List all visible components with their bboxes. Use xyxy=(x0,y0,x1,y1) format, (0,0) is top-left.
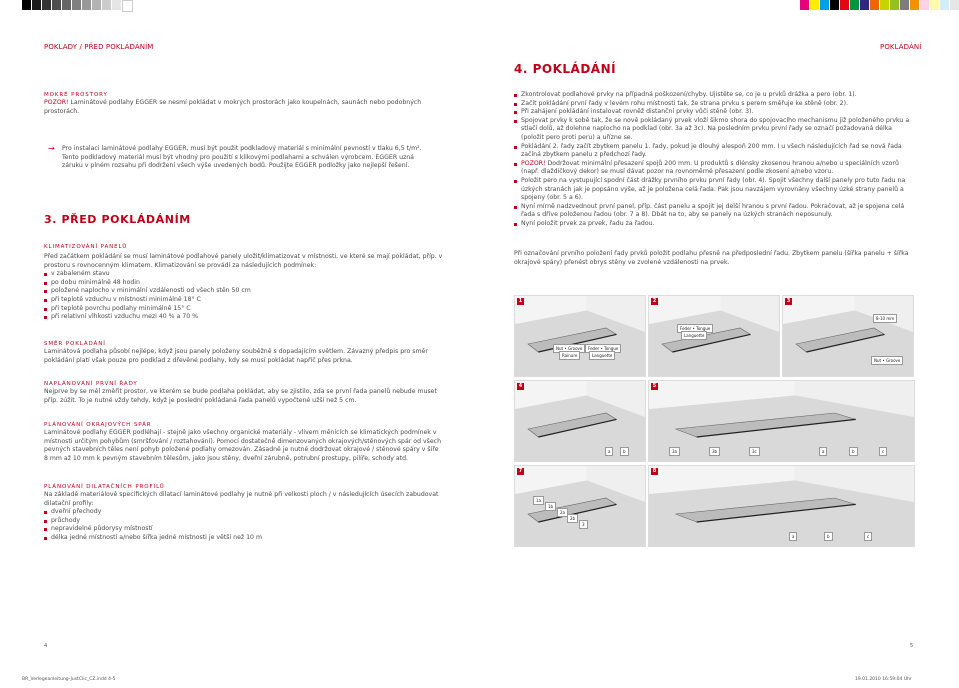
gray-swatch xyxy=(62,0,71,10)
edge-gaps-title: PLÁNOVÁNÍ OKRAJOVÝCH SPÁR xyxy=(44,422,152,428)
figure-number: 3 xyxy=(786,298,791,304)
gray-swatch xyxy=(52,0,61,10)
list-item: dveřní přechody xyxy=(44,508,444,517)
label-tongue: Feder • Tongue xyxy=(585,344,621,353)
climate-text: Před začátkem pokládání se musí laminátové podlahové panely uložit/klimatizovat v místnosti, ve které se mají pokládat, příp. v prostoru s rovnocenným klimatem. Klimatizování se provádí za následujících podmínek: xyxy=(44,253,443,269)
figure-illustration xyxy=(649,381,914,461)
list-item: v zabaleném stavu xyxy=(44,270,444,279)
label-tongue: Feder • Tongue xyxy=(677,324,713,333)
gray-swatch xyxy=(122,0,133,12)
first-row-block xyxy=(44,380,444,405)
gray-swatch xyxy=(102,0,111,10)
color-swatch xyxy=(810,0,819,10)
laying-steps xyxy=(514,91,914,229)
figure-illustration xyxy=(649,466,914,546)
step-text: Zkontrolovat podlahové prvky na případná poškození/chyby. Ujistěte se, co je u prvků drážka a pero (obr. 1). xyxy=(521,91,857,98)
running-header-left: POKLADY / PŘED POKLÁDÁNÍM xyxy=(44,43,154,51)
warning-label: POZOR! xyxy=(44,99,69,106)
arrow-right-icon: → xyxy=(48,144,55,153)
label-c: c xyxy=(879,447,887,456)
edge-gaps-text: Laminátové podlahy EGGER podléhají - stejně jako všechny organické materiály - vlivem měnících se klimatických podmínek v místnosti určitým pohybům (smršťování / roztahování). Pomocí dostatečně dimenzovaných okrajových/stěnových spár od všech pevných stavebních těles není pohyb položené podlahy omezován. Zásadně je nutné dodržovat okrajové / stěnové spáry v šíře 8 mm až 10 mm k pevným stavebním tělesům, jako jsou stěny, dveřní zárubně, potrubní prostupy, pilíře, schody atd. xyxy=(44,429,441,462)
climate-conditions-list xyxy=(44,270,444,322)
label-b: b xyxy=(849,447,858,456)
list-item: při teplotě povrchu podlahy minimálně 15° C xyxy=(44,305,444,314)
color-swatch xyxy=(820,0,829,10)
color-swatch xyxy=(900,0,909,10)
expansion-title: PLÁNOVÁNÍ DILATAČNÍCH PROFILŮ xyxy=(44,484,165,490)
label-groove: Nut • Groove xyxy=(553,344,585,353)
label-a: a xyxy=(819,447,827,456)
direction-text: Laminátová podlaha působí nejlépe, když jsou panely položeny souběžně s dopadajícím světlem. Závazný předpis pro směr pokládání platí však pouze pro podklad z dřevěné podlahy, kdy se musí pokládat napříč přes prkna. xyxy=(44,348,428,364)
gray-swatch xyxy=(82,0,91,10)
figure-number: 4 xyxy=(518,383,523,389)
step-item xyxy=(514,143,914,160)
step-text: Spojovat prvky k sobě tak, že se nově pokládaný prvek vloží šikmo shora do spojovacího mechanismu již položeného prvku a stlačí dolů, až dolehne naplocho na podklad (obr. 3a až 3c). Na posledním prvku první řady se označí požadovaná délka (položit pero proti peru) a uřízne se. xyxy=(521,116,910,141)
label-3a: 3a xyxy=(669,447,680,456)
step-text: Nyní mírně nadzvednout první panel, příp. část panelu a spojit jej delší hranou s první řadou. Pokračovat, až je spojena celá řada s dříve položenou řadou (obr. 7 a 8). Dbát na to, aby se panely na úzkých stranách neposunuly. xyxy=(521,202,905,219)
figure-number: 5 xyxy=(652,383,657,389)
section-title-laying: 4. POKLÁDÁNÍ xyxy=(514,62,617,76)
color-swatch xyxy=(850,0,859,10)
color-swatch xyxy=(910,0,919,10)
step-text: Položit pero na vystupující spodní část drážky prvního prvku první řady (obr. 4). Spojit všechny další panely pro tuto řadu na úzkých stranách jak je popsáno výše, až je položena celá řada. Pak jsou navzájem vyrovnány všechny úzké strany panelů a spojeny (obr. 5 a 6). xyxy=(521,176,906,202)
step-item xyxy=(514,220,914,229)
figure-illustration xyxy=(649,296,779,376)
label-gap: 8-10 mm xyxy=(873,314,897,323)
step-item xyxy=(514,117,914,143)
figure-illustration xyxy=(515,466,645,546)
step-item xyxy=(514,177,914,203)
footer-file: BR_Verlegeanleitung-JustClic_CZ.indd 4-5 xyxy=(22,677,116,682)
step-text: Nyní položit prvek za prvek, řadu za řadou. xyxy=(521,219,655,227)
figure-4 xyxy=(514,380,646,462)
label-a: a xyxy=(605,447,613,456)
figure-2 xyxy=(648,295,780,377)
step-item xyxy=(514,100,914,109)
wet-rooms-text xyxy=(44,99,439,116)
expansion-locations-list xyxy=(44,508,444,542)
tip-text: Při označování prvního položení řady prvků položit podlahu přesně na předposlední řadu. Zbytkem panelu (šířka panelu + šířka okrajové spáry) přenést obrys stěny ve zvolené vzdálenosti na prvek. xyxy=(514,250,909,266)
wet-rooms-block xyxy=(44,91,439,116)
underlay-note xyxy=(48,145,433,171)
step-item xyxy=(514,160,914,177)
label-b: b xyxy=(824,532,833,541)
color-swatch xyxy=(950,0,959,10)
step-item xyxy=(514,108,914,117)
label-languette: Languette xyxy=(681,331,707,340)
warning-label: POZOR! xyxy=(521,159,546,167)
label-c: c xyxy=(864,532,872,541)
gray-swatch xyxy=(112,0,121,10)
list-item: při relativní vlhkosti vzduchu mezi 40 % a 70 % xyxy=(44,313,444,322)
label-a: a xyxy=(789,532,797,541)
step-text: Dodržovat minimální přesazení spojů 200 mm. U produktů s dlénsky zkosenou hranou a/nebo u speciálních vzorů (např. dlaždičkový dekor) se musí dávat pozor na rovnoměrné přesazení podle zkosení a/nebo vzoru. xyxy=(521,159,899,176)
label-rainure: Rainure xyxy=(559,351,580,360)
label-1b: 1b xyxy=(545,502,556,511)
gray-swatch xyxy=(22,0,31,10)
print-color-bar xyxy=(0,0,959,10)
label-groove: Nut • Groove xyxy=(871,356,903,365)
figure-8 xyxy=(648,465,915,547)
step-item xyxy=(514,91,914,100)
gray-swatch xyxy=(32,0,41,10)
figure-7 xyxy=(514,465,646,547)
list-item: nepravidelné půdorysy místností xyxy=(44,525,444,534)
climate-title: KLIMATIZOVÁNÍ PANELŮ xyxy=(44,244,128,250)
edge-gaps-block xyxy=(44,421,444,463)
label-b: b xyxy=(620,447,629,456)
color-swatch xyxy=(840,0,849,10)
page-number-left: 4 xyxy=(44,643,48,649)
step-item xyxy=(514,203,914,220)
color-swatch xyxy=(800,0,809,10)
list-item: po dobu minimálně 48 hodin xyxy=(44,279,444,288)
color-swatch xyxy=(880,0,889,10)
color-swatch xyxy=(920,0,929,10)
color-swatch xyxy=(830,0,839,10)
list-item: položené naplocho v minimální vzdálenosti od všech stěn 50 cm xyxy=(44,287,444,296)
list-item: při teplotě vzduchu v místnosti minimálně 18° C xyxy=(44,296,444,305)
wet-rooms-title: MOKRÉ PROSTORY xyxy=(44,92,108,98)
list-item: délka jedné místnosti a/nebo šířka jedné místnosti je větší než 10 m xyxy=(44,534,444,543)
color-swatch xyxy=(860,0,869,10)
label-2a: 2a xyxy=(557,508,568,517)
running-header-right: POKLÁDÁNÍ xyxy=(880,43,922,51)
step-text: Pokládání 2. řady začít zbytkem panelu 1. řady, pokud je dlouhý alespoň 200 mm. I u všech následujících řad se nová řada začíná zbytkem panelu z předchozí řady. xyxy=(521,142,902,159)
underlay-note-line2: Tento podkladový materiál musí být vhodný pro použití s klikovými podlahami a schválen výrobcem. EGGER uzná záruku v plném rozsahu při dodržení všech výše uvedených bodů. Použijte EGGER podložky jako nejlepší řešení. xyxy=(62,153,414,170)
climate-block xyxy=(44,243,444,322)
figure-number: 7 xyxy=(518,468,523,474)
section-title-before-laying: 3. PŘED POKLÁDÁNÍM xyxy=(44,213,191,226)
color-swatch xyxy=(870,0,879,10)
first-row-text: Nejprve by se měl změřit prostor, ve kterém se bude podlaha pokládat, aby se zjistilo, zda se první řada panelů nebude muset příp. zúžit. To je nutné vždy tehdy, když je poslední pokládaná řada panelů vypočtené užší než 5 cm. xyxy=(44,388,437,404)
gray-swatch xyxy=(72,0,81,10)
figure-number: 1 xyxy=(518,298,523,304)
figure-number: 2 xyxy=(652,298,657,304)
footer-date: 19.01.2010 16:59:04 Uhr xyxy=(855,677,912,682)
label-3c: 3c xyxy=(749,447,760,456)
figure-number: 8 xyxy=(652,468,657,474)
color-swatch xyxy=(890,0,899,10)
step-text: Při zahájení pokládání instalovat rovněž distanční prvky vůči stěně (obr. 3). xyxy=(521,108,754,116)
gray-swatch xyxy=(42,0,51,10)
direction-block xyxy=(44,340,444,365)
step-text: Začít pokládání první řady v levém rohu místnosti tak, že strana prvku s perem směřuje ke stěně (obr. 2). xyxy=(521,99,848,107)
page-number-right: 5 xyxy=(910,643,914,649)
figure-5 xyxy=(648,380,915,462)
color-swatch xyxy=(930,0,939,10)
label-2b: 2b xyxy=(567,514,578,523)
label-3b: 3b xyxy=(709,447,720,456)
label-1a: 1a xyxy=(533,496,544,505)
expansion-block xyxy=(44,483,444,543)
list-item: průchody xyxy=(44,517,444,526)
first-row-title: NAPLÁNOVÁNÍ PRVNÍ ŘADY xyxy=(44,381,138,387)
figure-3 xyxy=(782,295,914,377)
direction-title: SMĚR POKLÁDÁNÍ xyxy=(44,341,106,347)
figure-1 xyxy=(514,295,646,377)
wet-rooms-body: Laminátové podlahy EGGER se nesmí pokládat v mokrých prostorách jako koupelnách, saunách nebo podobných prostorách. xyxy=(44,99,422,115)
label-3: 3 xyxy=(579,520,588,529)
color-swatch xyxy=(940,0,949,10)
gray-swatch xyxy=(92,0,101,10)
figure-illustration xyxy=(515,296,645,376)
label-languette: Languette xyxy=(589,351,615,360)
underlay-note-line1: Pro instalaci laminátové podlahy EGGER, musí být použit podkladový materiál s minimální pevností v tlaku 6,5 t/m². xyxy=(62,145,422,152)
expansion-text: Na základě materiálově specifických dilatací laminátové podlahy je nutné při velkosti ploch / v následujících úsecích zabudovat dilatační profily: xyxy=(44,491,439,507)
steps-list xyxy=(514,91,914,229)
